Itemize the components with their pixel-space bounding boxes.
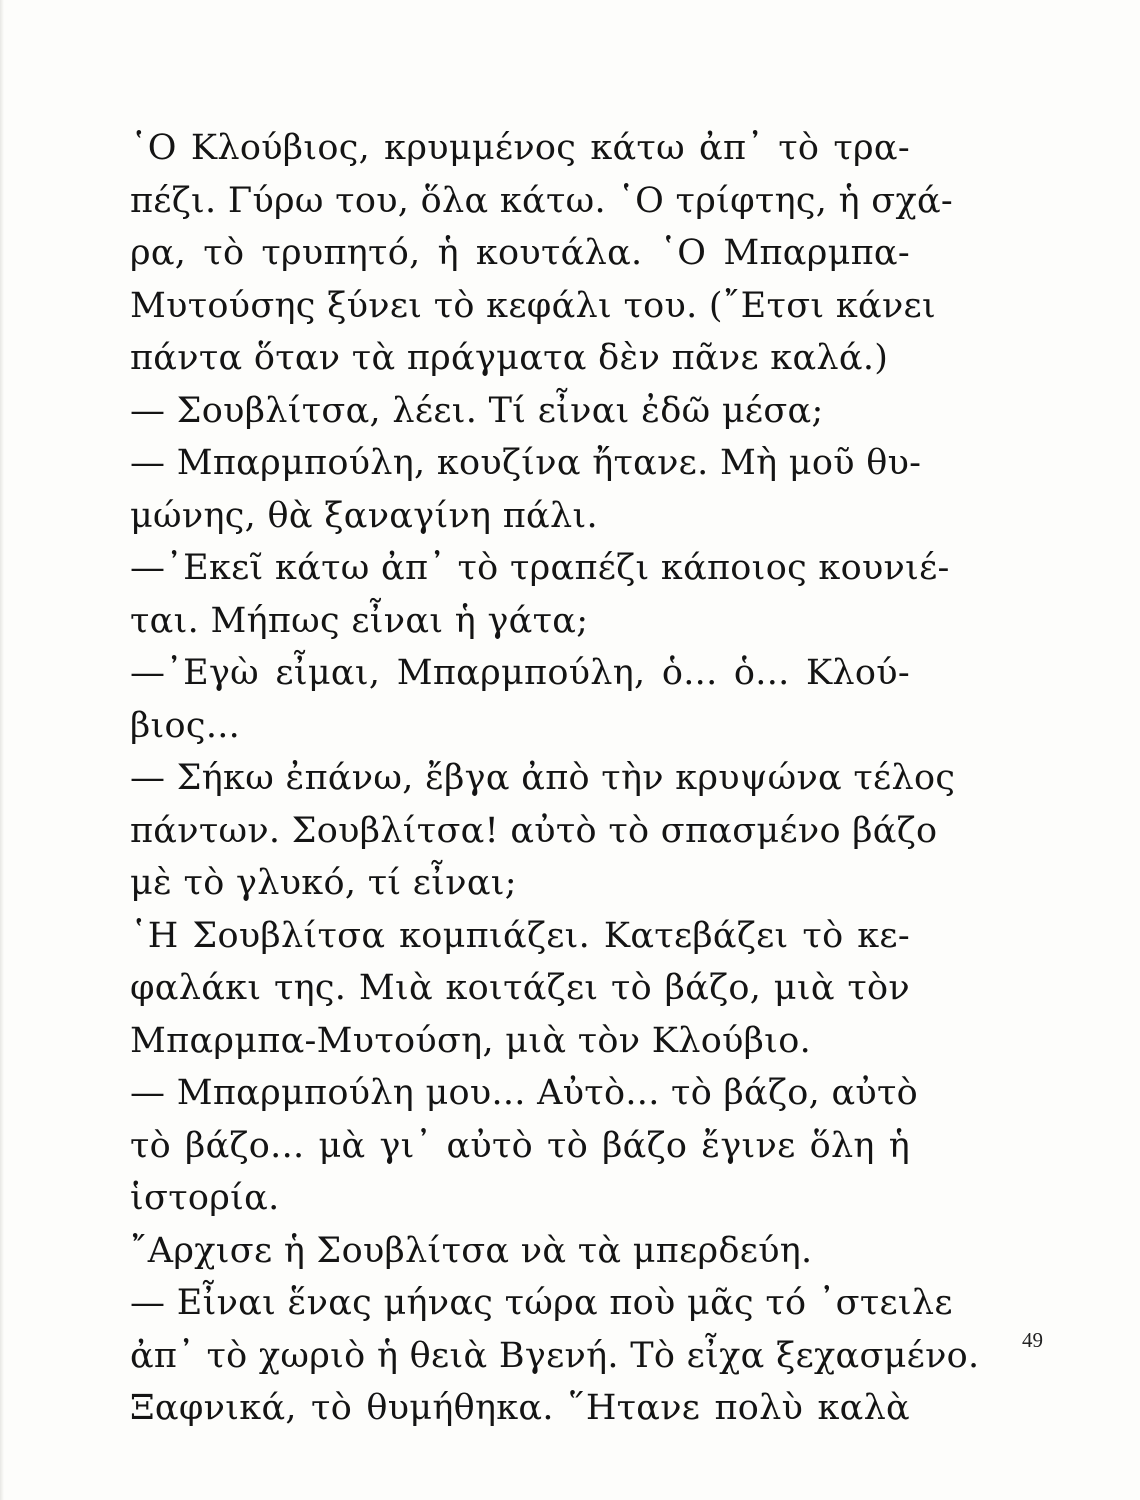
text-line: βιος... <box>130 705 241 746</box>
text-line: πάντα ὅταν τὰ πράγματα δὲν πᾶνε καλά.) <box>130 338 889 378</box>
text-line: — Σήκω ἐπάνω, ἔβγα ἀπὸ τὴν κρυψώνα τέλος <box>130 758 956 798</box>
text-line: Ξαφνικά, τὸ θυμήθηκα. ῞Ητανε πολὺ καλὰ <box>130 1388 910 1428</box>
text-line: ῾Η Σουβλίτσα κομπιάζει. Κατεβάζει τὸ κε- <box>130 915 910 956</box>
text-line: — Σουβλίτσα, λέει. Τί εἶναι ἐδῶ μέσα; <box>130 390 824 431</box>
text-line: Μυτούσης ξύνει τὸ κεφάλι του. (῎Ετσι κάνει <box>130 285 936 326</box>
text-line: τὸ βάζο... μὰ γι᾿ αὐτὸ τὸ βάζο ἔγινε ὅλη ἡ <box>130 1125 910 1166</box>
text-line: ρα, τὸ τρυπητό, ἡ κουτάλα. ῾Ο Μπαρμπα- <box>130 233 910 273</box>
text-line: φαλάκι της. Μιὰ κοιτάζει τὸ βάζο, μιὰ τὸν <box>130 968 910 1008</box>
text-line: ται. Μήπως εἶναι ἡ γάτα; <box>130 600 589 641</box>
text-line: ἀπ᾿ τὸ χωριὸ ἡ θειὰ Βγενή. Τὸ εἶχα ξεχασμένο. <box>130 1335 980 1376</box>
scan-edge-shadow <box>0 0 4 1500</box>
text-line: μώνης, θὰ ξαναγίνη πάλι. <box>130 495 598 536</box>
text-line: πάντων. Σουβλίτσα! αὐτὸ τὸ σπασμένο βάζο <box>130 810 938 851</box>
text-line: πέζι. Γύρω του, ὅλα κάτω. ῾Ο τρίφτης, ἡ σχά- <box>130 180 954 221</box>
text-line: ῎Αρχισε ἡ Σουβλίτσα νὰ τὰ μπερδεύη. <box>130 1230 813 1271</box>
text-line: ῾Ο Κλούβιος, κρυμμένος κάτω ἀπ᾿ τὸ τρα- <box>130 128 910 168</box>
text-line: —᾿Εγὼ εἶμαι, Μπαρμπούλη, ὁ... ὁ... Κλού- <box>130 653 910 693</box>
text-line: ἱστορία. <box>130 1178 280 1218</box>
text-line: —᾿Εκεῖ κάτω ἀπ᾿ τὸ τραπέζι κάποιος κουνιέ- <box>130 548 950 588</box>
text-line: — Μπαρμπούλη, κουζίνα ἤτανε. Μὴ μοῦ θυ- <box>130 443 922 483</box>
text-line: — Εἶναι ἕνας μήνας τώρα ποὺ μᾶς τό ᾿στειλε <box>130 1283 953 1323</box>
text-line: — Μπαρμπούλη μου... Αὐτὸ... τὸ βάζο, αὐτὸ <box>130 1073 919 1113</box>
page-number: 49 <box>1022 1328 1043 1352</box>
body-text <box>130 122 980 1435</box>
text-line: μὲ τὸ γλυκό, τί εἶναι; <box>130 863 517 903</box>
text-line: Μπαρμπα-Μυτούση, μιὰ τὸν Κλούβιο. <box>130 1020 812 1061</box>
